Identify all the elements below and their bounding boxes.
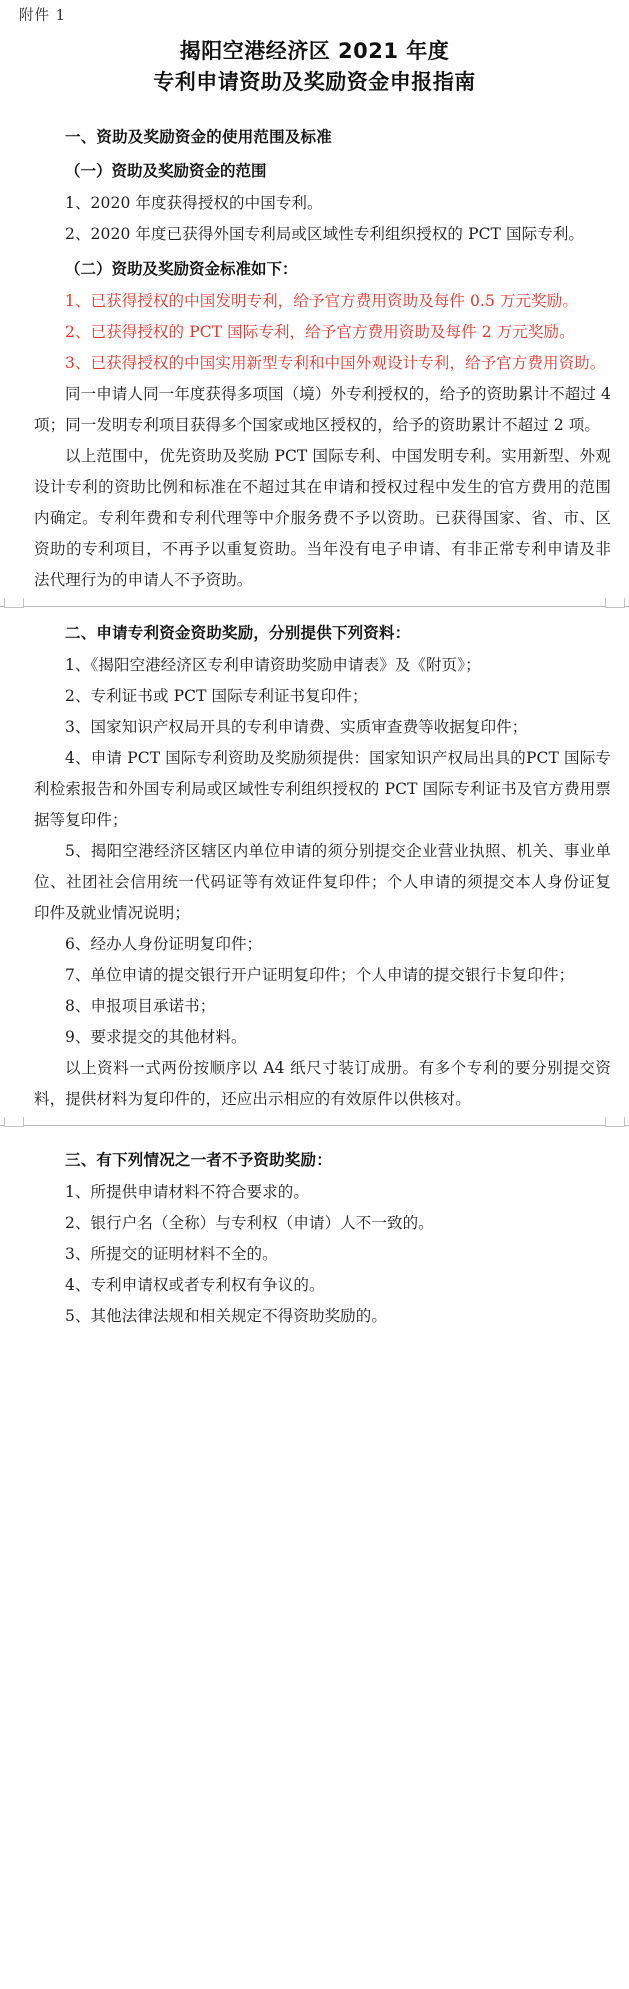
list-item: 4、申请 PCT 国际专利资助及奖励须提供：国家知识产权局出具的PCT 国际专利检索报告和外国专利局或区域性专利组织授权的 PCT 国际专利证书及官方费用票据等复印件； <box>34 749 611 829</box>
seam-rule <box>0 606 629 607</box>
list-item: 1、所提供申请材料不符合要求的。 <box>65 1183 309 1201</box>
attachment-label: 附件 1 <box>19 8 66 24</box>
paragraph: 同一申请人同一年度获得多项国（境）外专利授权的，给予的资助累计不超过 4 项；同一发明专利项目获得多个国家或地区授权的，给予的资助累计不超过 2 项。 <box>34 385 611 434</box>
section-two-heading: 二、申请专利资金资助奖励，分别提供下列资料： <box>65 624 411 642</box>
list-item: 4、专利申请权或者专利权有争议的。 <box>65 1276 325 1294</box>
list-item: 8、申报项目承诺书； <box>65 997 216 1015</box>
list-item: 2、银行户名（全称）与专利权（申请）人不一致的。 <box>65 1214 434 1232</box>
list-item: 3、所提交的证明材料不全的。 <box>65 1245 278 1263</box>
list-item: 1、2020 年度获得授权的中国专利。 <box>65 194 323 212</box>
list-item: 3、已获得授权的中国实用新型专利和中国外观设计专利，给予官方费用资助。 <box>65 354 606 372</box>
list-item: 1、已获得授权的中国发明专利，给予官方费用资助及每件 0.5 万元奖励。 <box>65 292 578 310</box>
page-seam <box>34 1117 611 1133</box>
list-item: 3、国家知识产权局开具的专利申请费、实质审查费等收据复印件； <box>65 718 528 736</box>
crop-mark-right-icon <box>605 1117 625 1127</box>
crop-mark-right-icon <box>605 598 625 608</box>
list-item: 1、《揭阳空港经济区专利申请资助奖励申请表》及《附页》； <box>65 656 481 674</box>
crop-mark-left-icon <box>4 598 24 608</box>
document-body <box>0 122 629 1332</box>
paragraph: 以上资料一式两份按顺序以 A4 纸尺寸装订成册。有多个专利的要分别提交资料，提供材料为复印件的，还应出示相应的有效原件以供核对。 <box>34 1059 611 1108</box>
list-item: 2、专利证书或 PCT 国际专利证书复印件； <box>65 687 368 705</box>
section-one-heading: 一、资助及奖励资金的使用范围及标准 <box>65 128 332 146</box>
list-item: 7、单位申请的提交银行开户证明复印件；个人申请的提交银行卡复印件； <box>65 966 575 984</box>
list-item: 2、2020 年度已获得外国专利局或区域性专利组织授权的 PCT 国际专利。 <box>65 225 585 243</box>
seam-rule <box>0 1125 629 1126</box>
crop-mark-left-icon <box>4 1117 24 1127</box>
section-one-sub-two-heading: （二）资助及奖励资金标准如下： <box>65 259 298 278</box>
list-item: 9、要求提交的其他材料。 <box>65 1028 247 1046</box>
list-item: 5、其他法律法规和相关规定不得资助奖励的。 <box>65 1307 387 1325</box>
list-item: 6、经办人身份证明复印件； <box>65 935 263 953</box>
title-line-2: 专利申请资助及奖励资金申报指南 <box>153 70 476 94</box>
list-item: 2、已获得授权的 PCT 国际专利，给予官方费用资助及每件 2 万元奖励。 <box>65 323 575 341</box>
page-seam <box>34 598 611 614</box>
section-one-sub-one-heading: （一）资助及奖励资金的范围 <box>65 161 267 180</box>
title-line-1: 揭阳空港经济区 2021 年度 <box>179 39 450 63</box>
section-three-heading: 三、有下列情况之一者不予资助奖励： <box>65 1151 332 1169</box>
document-title <box>0 0 629 98</box>
paragraph: 以上范围中，优先资助及奖励 PCT 国际专利、中国发明专利。实用新型、外观设计专利的资助比例和标准在不超过其在申请和授权过程中发生的官方费用的范围内确定。专利年费和专利代理等中介服务费不予以资助。已获得国家、省、市、区资助的专利项目，不再予以重复资助。当年没有电子申请、有非正常专利申请及非法代理行为的申请人不予资助。 <box>34 447 611 589</box>
list-item: 5、揭阳空港经济区辖区内单位申请的须分别提交企业营业执照、机关、事业单位、社团社会信用统一代码证等有效证件复印件；个人申请的须提交本人身份证复印件及就业情况说明； <box>34 842 611 922</box>
